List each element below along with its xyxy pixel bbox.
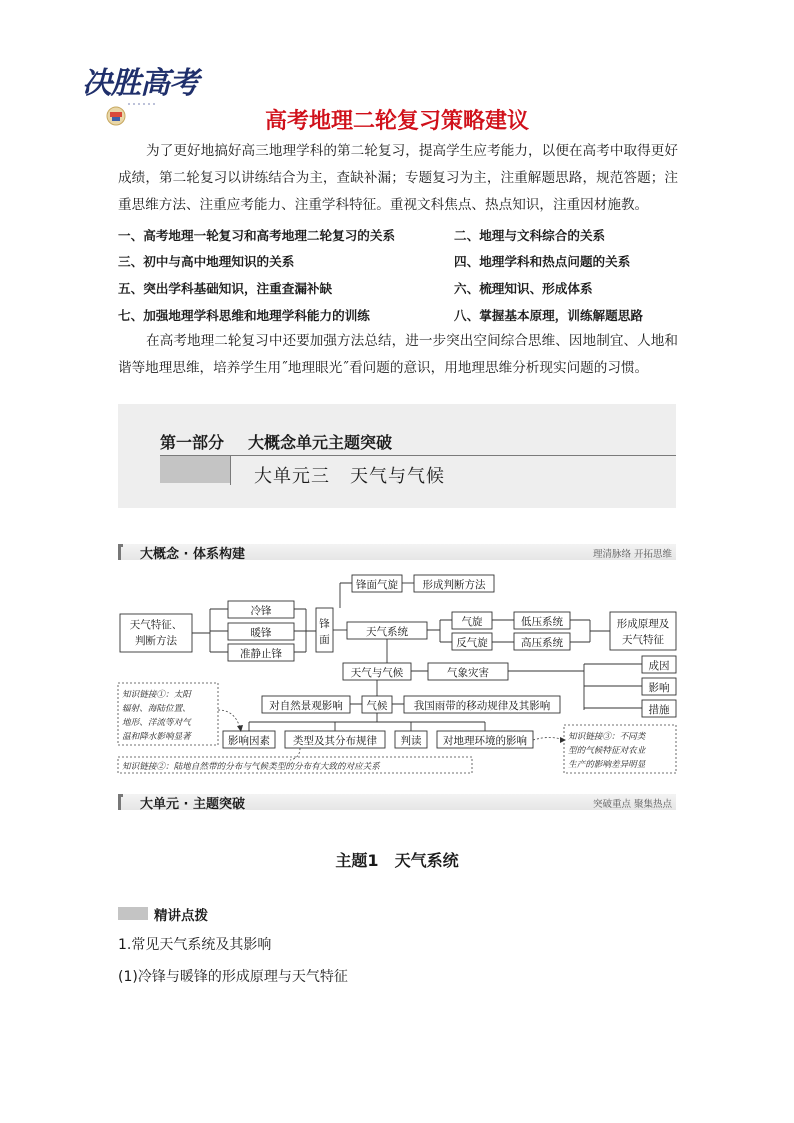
label-weather-features-1: 天气特征、 — [129, 619, 183, 631]
strategy-item: 一、高考地理一轮复习和高考地理二轮复习的关系 — [118, 228, 396, 243]
topic-label: 主题1 — [335, 851, 379, 870]
strategy-row — [118, 251, 678, 277]
label-anticyclone: 反气旋 — [456, 637, 488, 649]
subsection-marker — [118, 907, 148, 920]
label-link1-4: 温和降水影响显著 — [122, 732, 191, 742]
label-weather-system: 天气系统 — [366, 626, 408, 638]
label-high-pressure: 高压系统 — [521, 637, 563, 649]
concept-map — [110, 570, 690, 780]
label-link1-3: 地形、洋流等对气 — [122, 718, 191, 728]
label-link2: 知识链接②：陆地自然带的分布与气候类型的分布有大致的对应关系 — [122, 762, 380, 772]
page-title: 高考地理二轮复习策略建议 — [264, 109, 529, 134]
part-name: 大概念单元主题突破 — [248, 433, 393, 452]
label-low-pressure: 低压系统 — [521, 616, 563, 628]
label-factors: 影响因素 — [228, 735, 270, 747]
label-impact: 影响 — [648, 682, 670, 694]
label-rain-belt: 我国雨带的移动规律及其影响 — [413, 700, 551, 712]
label-principle-2: 天气特征 — [622, 634, 664, 646]
label-link3-2: 型的气候特征对农业 — [568, 746, 646, 756]
unit-name: 天气与气候 — [350, 466, 445, 487]
section-header-topic — [118, 794, 676, 810]
part-divider-vertical — [230, 455, 231, 485]
part-label: 第一部分 — [160, 433, 225, 452]
label-judge-method: 形成判断方法 — [422, 579, 486, 591]
part-title — [160, 430, 392, 453]
part-divider — [160, 455, 676, 456]
section-title: 大单元 · 主题突破 — [140, 797, 245, 812]
label-link3-1: 知识链接③：不同类 — [568, 732, 646, 742]
section-tagline: 突破重点 聚集热点 — [592, 799, 672, 810]
closing-paragraph — [118, 328, 678, 382]
label-measures: 措施 — [648, 704, 670, 716]
subsection-title: 精讲点拨 — [154, 908, 208, 924]
corner-mark-icon — [118, 544, 123, 560]
label-front-cyclone: 锋面气旋 — [356, 579, 398, 591]
label-front-1: 锋 — [319, 618, 330, 630]
strategy-item: 三、初中与高中地理知识的关系 — [118, 254, 295, 269]
unit-label: 大单元三 — [254, 466, 330, 487]
label-weather-features-2: 判断方法 — [135, 635, 177, 647]
label-cold-front: 冷锋 — [250, 605, 272, 617]
label-link3-3: 生产的影响差异明显 — [568, 760, 646, 770]
intro-paragraph — [118, 138, 678, 219]
label-types: 类型及其分布规律 — [293, 735, 377, 747]
strategy-row — [118, 278, 678, 304]
label-link1-2: 辐射、海陆位置、 — [122, 704, 191, 714]
label-climate: 气候 — [366, 700, 388, 712]
label-judge: 判读 — [400, 735, 422, 747]
intro-text: 为了更好地搞好高三地理学科的第二轮复习，提高学生应考能力，以便在高考中取得更好成绩，第二轮复习以讲练结合为主，查缺补漏；专题复习为主，注重解题思路，规范答题；注重思维方法、注重应考能力、注重学科特征。重视文科焦点、热点知识，注重因材施教。 — [118, 143, 678, 213]
section-header-concept — [118, 544, 676, 560]
label-cyclone: 气旋 — [461, 616, 483, 628]
content-item: (1)冷锋与暖锋的形成原理与天气特征 — [118, 969, 348, 985]
label-cause: 成因 — [648, 660, 670, 672]
strategy-item: 八、掌握基本原理，训练解题思路 — [454, 308, 643, 323]
section-title: 大概念 · 体系构建 — [140, 547, 245, 562]
closing-text: 在高考地理二轮复习中还要加强方法总结，进一步突出空间综合思维、因地制宜、人地和谐等地理思维，培养学生用˝地理眼光˝看问题的意识，用地理思维分析现实问题的习惯。 — [118, 333, 678, 376]
corner-mark-icon — [118, 794, 123, 810]
label-landscape-impact: 对自然景观影响 — [269, 700, 343, 712]
unit-title — [254, 462, 445, 488]
label-env-impact: 对地理环境的影响 — [443, 735, 527, 747]
label-warm-front: 暖锋 — [250, 627, 272, 639]
label-stationary-front: 准静止锋 — [240, 648, 282, 660]
label-principle-1: 形成原理及 — [616, 618, 670, 630]
logo-text: 决胜高考 — [82, 66, 198, 101]
section-tagline: 理清脉络 开拓思维 — [592, 549, 672, 560]
strategy-item: 七、加强地理学科思维和地理学科能力的训练 — [118, 308, 370, 323]
strategy-item: 六、梳理知识、形成体系 — [454, 281, 593, 296]
content-item: 1.常见天气系统及其影响 — [118, 937, 272, 953]
strategy-row — [118, 225, 678, 251]
label-disaster: 气象灾害 — [447, 667, 489, 679]
topic-heading — [0, 848, 794, 871]
part-grey-block — [160, 455, 230, 483]
topic-name: 天气系统 — [394, 851, 459, 870]
strategy-item: 二、地理与文科综合的关系 — [454, 228, 606, 243]
label-front-2: 面 — [319, 634, 330, 646]
label-weather-climate: 天气与气候 — [350, 667, 404, 679]
label-link1-1: 知识链接①：太阳 — [122, 690, 191, 700]
strategy-item: 四、地理学科和热点问题的关系 — [454, 254, 631, 269]
strategy-item: 五、突出学科基础知识，注重查漏补缺 — [118, 281, 333, 296]
